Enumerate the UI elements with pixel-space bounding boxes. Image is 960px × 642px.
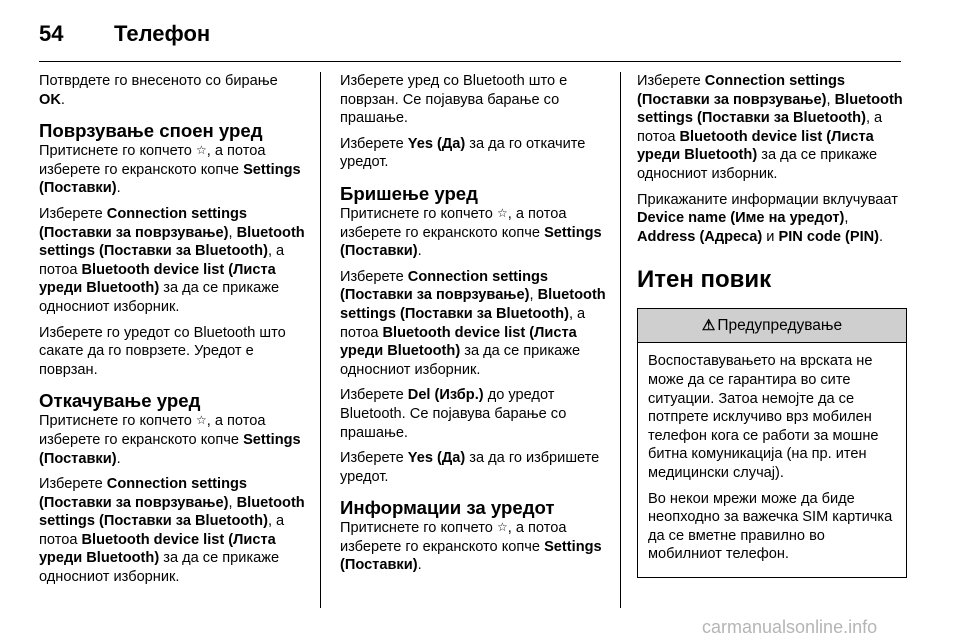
paragraph: Изберете го уредот со Bluetooth што сакате да го поврзете. Уредот е поврзан.	[39, 324, 286, 378]
paragraph: Притиснете го копчето ☆, а потоа изберете го екранското копче Settings (Поставки).	[340, 205, 602, 260]
column-3	[637, 72, 905, 578]
paragraph: Изберете Del (Избр.) до уредот Bluetooth. Се појавува барање со прашање.	[340, 387, 567, 441]
paragraph: Изберете Connection settings (Поставки за поврзување), Bluetooth settings (Поставки за Bluetooth), а потоа Bluetooth device list (Листа уреди Bluetooth) за да се прикаже односниот изборник.	[340, 268, 606, 378]
phone-menu-icon: ☆	[195, 413, 207, 428]
section-heading: Бришење уред	[340, 182, 478, 204]
paragraph: Изберете Connection settings (Поставки за поврзување), Bluetooth settings (Поставки за Bluetooth), а потоа Bluetooth device list (Листа уреди Bluetooth) за да се прикаже односниот изборник.	[39, 476, 305, 586]
page-number: 54	[39, 21, 64, 46]
paragraph-confirm: Потврдете го внесеното со бирање OK.	[39, 73, 278, 108]
paragraph: Притиснете го копчето ☆, а потоа изберете го екранското копче Settings (Поставки).	[39, 143, 301, 197]
column-2	[340, 72, 606, 582]
section-disconnect	[39, 390, 307, 586]
paragraph: Изберете Connection settings (Поставки за поврзување), Bluetooth settings (Поставки за Bluetooth), а потоа Bluetooth device list (Листа уреди Bluetooth) за да се прикаже односниот изборник.	[39, 205, 305, 315]
warning-header	[638, 309, 906, 343]
section-device-info	[340, 497, 606, 575]
section-title-emergency-call: Итен повик	[637, 266, 772, 294]
paragraph: Во некои мрежи може да биде неопходно за важечка SIM картичка да се вметне правилно во мобилниот телефон.	[648, 490, 893, 563]
paragraph: Изберете Yes (Да) за да го избришете уредот.	[340, 450, 600, 485]
section-heading: Откачување уред	[39, 390, 201, 412]
column-divider	[320, 72, 321, 608]
section-delete	[340, 183, 606, 486]
warning-title: Предупредување	[717, 317, 843, 335]
watermark: carmanualsonline.info	[702, 617, 878, 637]
paragraph: Прикажаните информации вклучуваат Device name (Име на уредот), Address (Адреса) и PIN code (PIN).	[637, 191, 898, 245]
phone-menu-icon: ☆	[496, 205, 508, 220]
column-divider	[620, 72, 621, 608]
warning-icon: ⚠	[701, 317, 716, 335]
paragraph: Притиснете го копчето ☆, а потоа изберете го екранското копче Settings (Поставки).	[39, 413, 301, 467]
header-rule	[39, 61, 901, 62]
section-connect	[39, 120, 307, 379]
paragraph: Изберете Yes (Да) за да го откачите уредот.	[340, 135, 586, 171]
paragraph: Изберете Connection settings (Поставки за поврзување), Bluetooth settings (Поставки за Bluetooth), а потоа Bluetooth device list (Листа уреди Bluetooth) за да се прикаже односниот изборник.	[637, 73, 903, 182]
warning-body	[638, 343, 906, 577]
phone-menu-icon: ☆	[496, 520, 508, 535]
warning-box	[637, 308, 907, 578]
page-header	[39, 14, 210, 54]
section-heading: Поврзување споен уред	[39, 120, 263, 142]
column-1	[39, 72, 307, 594]
section-heading: Информации за уредот	[340, 497, 555, 519]
paragraph: Воспоставувањето на врската не може да се гарантира во сите ситуации. Затоа немојте да се потпрете исклучиво врз мобилен телефон кога се работи за мошне битна комуникација (на пр. итен медицински случај).	[648, 353, 879, 481]
paragraph: Изберете уред со Bluetooth што е поврзан. Се појавува барање со прашање.	[340, 73, 568, 127]
phone-menu-icon: ☆	[195, 143, 207, 158]
paragraph: Притиснете го копчето ☆, а потоа изберете го екранското копче Settings (Поставки).	[340, 520, 602, 574]
page-title: Телефон	[114, 21, 211, 46]
